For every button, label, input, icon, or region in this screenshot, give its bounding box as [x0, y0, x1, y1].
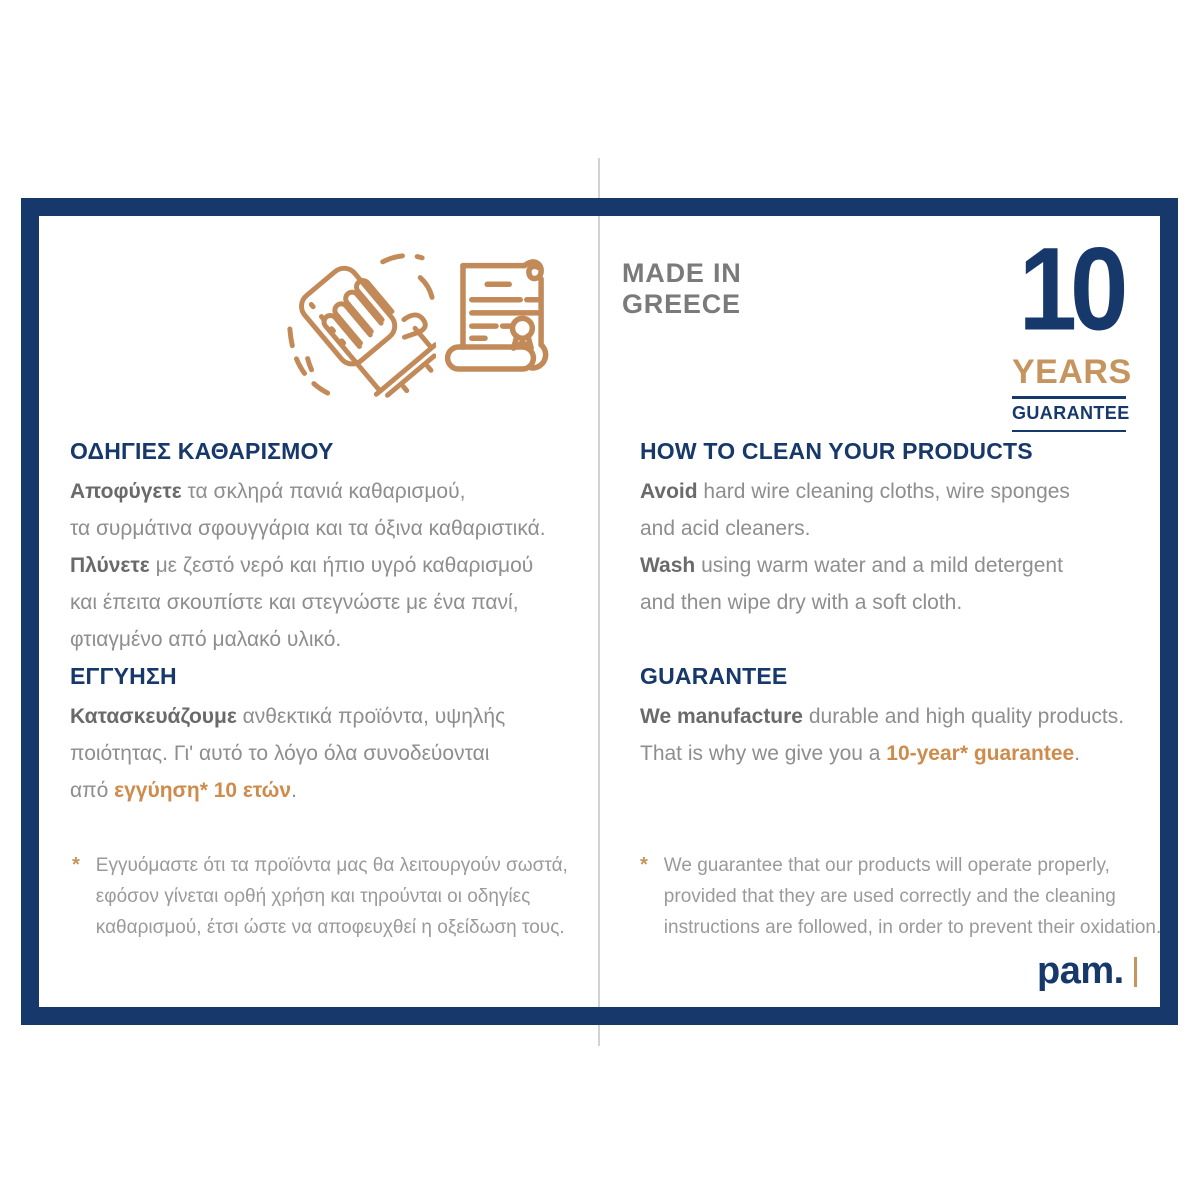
body-line: and acid cleaners. — [640, 517, 811, 540]
ten-years-guarantee-badge — [1012, 224, 1132, 432]
section-heading: ΕΓΓΥΗΣΗ — [70, 663, 177, 689]
body-line: Avoid hard wire cleaning cloths, wire sponges — [640, 480, 1070, 503]
brand-name: pam. — [1037, 950, 1124, 992]
badge-divider-top — [1012, 396, 1126, 399]
asterisk-marker: * — [72, 854, 80, 876]
badge-years-label: YEARS — [1012, 353, 1132, 391]
footnote-line: We guarantee that our products will operate properly, — [663, 855, 1110, 876]
made-in-greece-label — [622, 258, 742, 320]
footnote-line: Εγγυόμαστε ότι τα προϊόντα μας θα λειτουργούν σωστά, — [95, 855, 568, 876]
certificate-scroll-icon — [430, 248, 562, 391]
section-guarantee-english — [640, 663, 1124, 772]
body-line: και έπειτα σκουπίστε και στεγνώστε με ένα πανί, — [70, 591, 519, 614]
section-heading: ΟΔΗΓΙΕΣ ΚΑΘΑΡΙΣΜΟΥ — [70, 438, 334, 464]
footnote-text — [96, 850, 568, 943]
badge-number: 10 — [1018, 224, 1122, 356]
made-in-line1: MADE IN — [622, 258, 742, 288]
body-line: ποιότητας. Γι' αυτό το λόγο όλα συνοδεύονται — [70, 742, 490, 765]
body-line: Wash using warm water and a mild detergent — [640, 554, 1063, 577]
brand-cursor-bar — [1134, 957, 1137, 987]
body-line: Πλύνετε με ζεστό νερό και ήπιο υγρό καθαρισμού — [70, 554, 534, 577]
body-line: We manufacture durable and high quality products. — [640, 705, 1125, 728]
section-cleaning-greek — [70, 438, 546, 658]
footnote-line: εφόσον γίνεται ορθή χρήση και τηρούνται οι οδηγίες — [95, 886, 531, 907]
asterisk-marker: * — [640, 854, 648, 876]
wiping-hand-icon — [278, 246, 436, 404]
footnote-line: καθαρισμού, έτσι ώστε να αποφευχθεί η οξείδωση τους. — [95, 917, 565, 938]
made-in-line2: GREECE — [622, 289, 741, 319]
certificate-scroll-icon-svg — [430, 248, 562, 391]
section-heading: GUARANTEE — [640, 663, 788, 689]
body-line: Αποφύγετε τα σκληρά πανιά καθαρισμού, — [70, 480, 466, 503]
body-line: τα συρμάτινα σφουγγάρια και τα όξινα καθαριστικά. — [70, 517, 546, 540]
body-line: φτιαγμένο από μαλακό υλικό. — [70, 628, 342, 651]
wiping-hand-icon-svg — [278, 246, 436, 404]
footnote-english — [640, 850, 1161, 943]
footnote-greek — [72, 850, 568, 943]
section-heading: HOW TO CLEAN YOUR PRODUCTS — [640, 438, 1033, 464]
footnote-text — [664, 850, 1161, 943]
body-line: από εγγύηση* 10 ετών. — [70, 779, 297, 802]
section-cleaning-english — [640, 438, 1070, 621]
brand-logo — [1037, 950, 1137, 993]
footnote-line: provided that they are used correctly and the cleaning — [663, 886, 1116, 907]
body-line: and then wipe dry with a soft cloth. — [640, 591, 963, 614]
body-line: Κατασκευάζουμε ανθεκτικά προϊόντα, υψηλής — [70, 705, 506, 728]
badge-guarantee-label: GUARANTEE — [1012, 403, 1130, 423]
body-line: That is why we give you a 10-year* guarantee. — [640, 742, 1081, 765]
footnote-line: instructions are followed, in order to prevent their oxidation. — [663, 917, 1162, 938]
badge-divider-bottom — [1012, 430, 1126, 432]
section-guarantee-greek — [70, 663, 505, 809]
